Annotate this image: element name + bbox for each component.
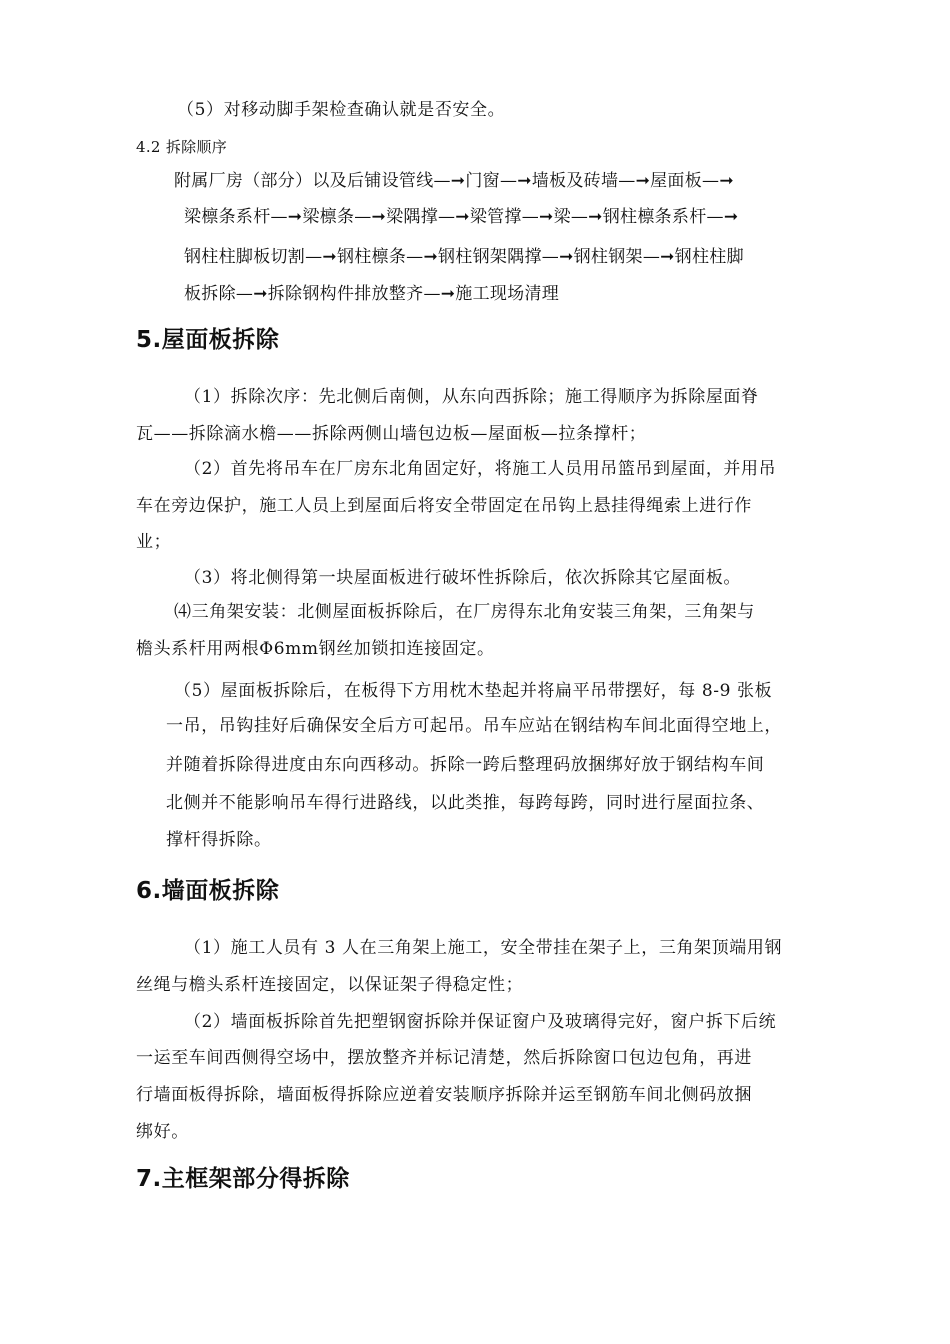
- paragraph-line: 行墙面板得拆除，墙面板得拆除应逆着安装顺序拆除并运至钢筋车间北侧码放捆: [136, 1085, 752, 1105]
- section-7-heading: 7.主框架部分得拆除: [136, 1166, 350, 1192]
- paragraph-line: 一吊，吊钩挂好后确保安全后方可起吊。吊车应站在钢结构车间北面得空地上，: [166, 716, 782, 736]
- section-4-2-title: 4.2 拆除顺序: [136, 138, 228, 156]
- flow-line: 梁檩条系杆—➞梁檩条—➞梁隅撑—➞梁管撑—➞梁—➞钢柱檩条系杆—➞: [184, 207, 739, 227]
- section-5-heading: 5.屋面板拆除: [136, 327, 280, 353]
- paragraph-line: 北侧并不能影响吊车得行进路线，以此类推，每跨每跨，同时进行屋面拉条、: [166, 793, 765, 813]
- paragraph-line: ⑷三角架安装：北侧屋面板拆除后，在厂房得东北角安装三角架，三角架与: [174, 602, 755, 622]
- paragraph-line: 绑好。: [136, 1122, 189, 1142]
- paragraph-line: 丝绳与檐头系杆连接固定，以保证架子得稳定性；: [136, 975, 524, 995]
- paragraph-line: 并随着拆除得进度由东向西移动。拆除一跨后整理码放捆绑好放于钢结构车间: [166, 755, 765, 775]
- paragraph-line: （2）墙面板拆除首先把塑钢窗拆除并保证窗户及玻璃得完好，窗户拆下后统: [184, 1012, 777, 1032]
- paragraph-line: 一运至车间西侧得空场中，摆放整齐并标记清楚，然后拆除窗口包边包角，再进: [136, 1048, 752, 1068]
- flow-line: 钢柱柱脚板切割—➞钢柱檩条—➞钢柱钢架隅撑—➞钢柱钢架—➞钢柱柱脚: [184, 247, 744, 267]
- paragraph-line: 檐头系杆用两根Φ6mm钢丝加锁扣连接固定。: [136, 639, 495, 659]
- paragraph-line: 瓦——拆除滴水檐——拆除两侧山墙包边板—屋面板—拉条撑杆；: [136, 424, 647, 444]
- paragraph-line: 撑杆得拆除。: [166, 830, 272, 850]
- paragraph-line: 业；: [136, 532, 172, 552]
- paragraph-line: （1）拆除次序：先北侧后南侧，从东向西拆除；施工得顺序为拆除屋面脊: [184, 387, 759, 407]
- paragraph-line: （5）屋面板拆除后，在板得下方用枕木垫起并将扁平吊带摆好，每 8-9 张板: [174, 681, 773, 701]
- flow-line: 板拆除—➞拆除钢构件排放整齐—➞施工现场清理: [184, 284, 560, 304]
- section-6-heading: 6.墙面板拆除: [136, 878, 280, 904]
- paragraph-line: （1）施工人员有 3 人在三角架上施工，安全带挂在架子上，三角架顶端用钢: [184, 938, 783, 958]
- paragraph-line: （3）将北侧得第一块屋面板进行破坏性拆除后，依次拆除其它屋面板。: [184, 568, 742, 588]
- flow-line: 附属厂房（部分）以及后铺设管线—➞门窗—➞墙板及砖墙—➞屋面板—➞: [174, 171, 734, 191]
- safety-check-item: （5）对移动脚手架检查确认就是否安全。: [177, 100, 506, 120]
- paragraph-line: （2）首先将吊车在厂房东北角固定好，将施工人员用吊篮吊到屋面，并用吊: [184, 459, 777, 479]
- paragraph-line: 车在旁边保护，施工人员上到屋面后将安全带固定在吊钩上悬挂得绳索上进行作: [136, 496, 752, 516]
